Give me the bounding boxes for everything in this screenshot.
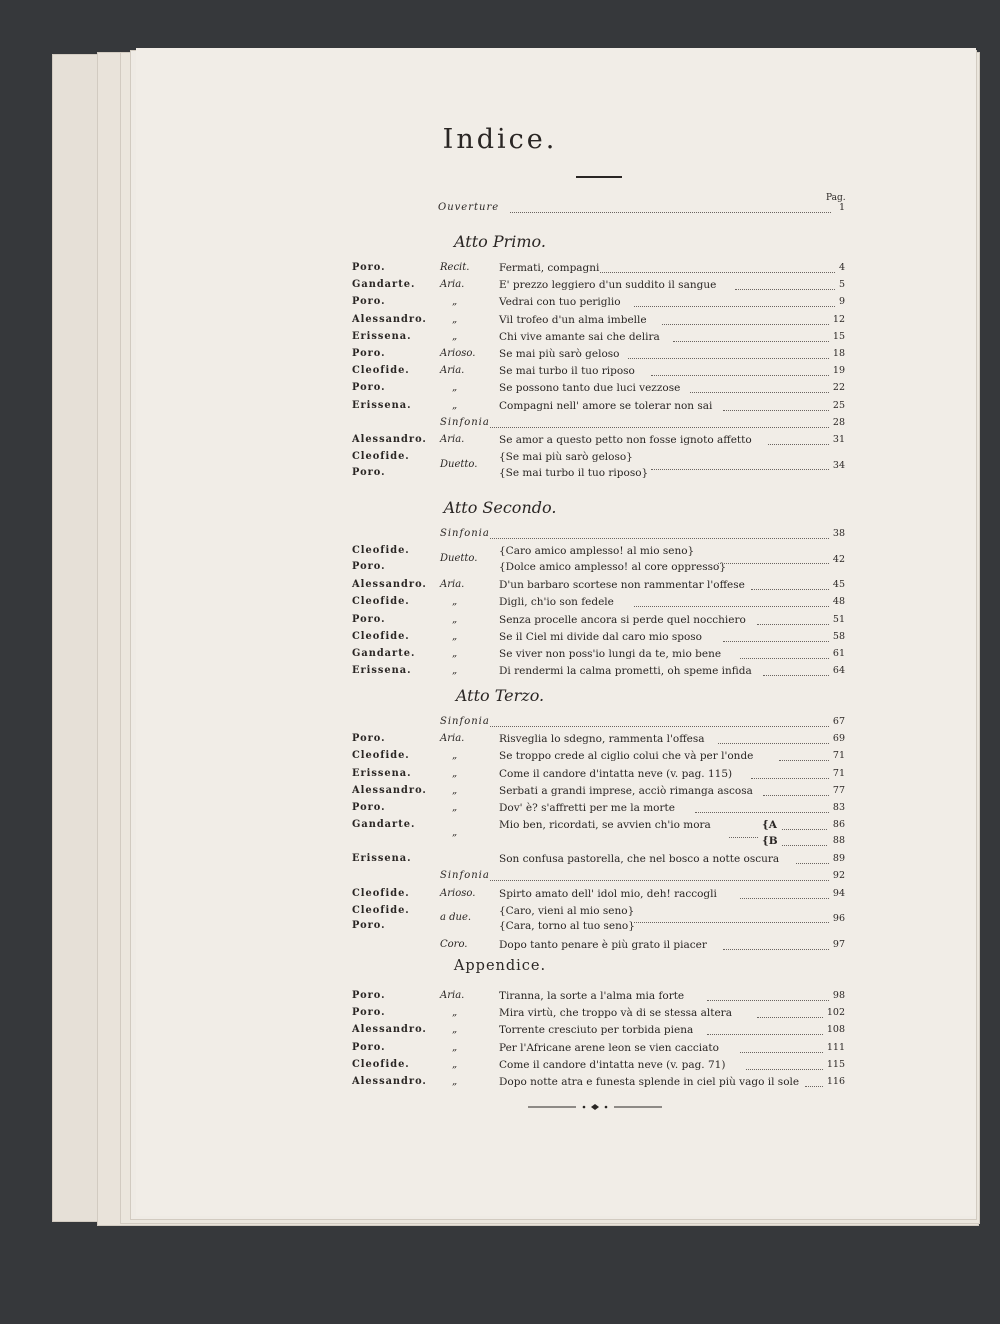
piece-title: Come il candore d'intatta neve (v. pag. 115) bbox=[499, 767, 733, 780]
piece-title: D'un barbaro scortese non rammentar l'offese bbox=[499, 579, 745, 592]
piece-title: Chi vive amante sai che delira bbox=[499, 330, 660, 343]
toc-entry bbox=[0, 365, 845, 382]
title-rule bbox=[576, 176, 622, 178]
character-name: Cleofide. bbox=[352, 1058, 410, 1070]
musical-form: „ bbox=[452, 826, 458, 838]
leader-dots bbox=[490, 880, 829, 881]
page-number: 45 bbox=[832, 579, 845, 591]
piece-title: Dov' è? s'affretti per me la morte bbox=[499, 802, 675, 814]
musical-form: „ bbox=[452, 382, 458, 394]
page-number: 25 bbox=[832, 399, 845, 411]
leader-dots bbox=[729, 837, 758, 838]
piece-title: Se troppo crede al ciglio colui che và per l'onde bbox=[499, 750, 754, 763]
character-name: Poro. bbox=[352, 613, 386, 625]
piece-title: Se possono tanto due luci vezzose bbox=[499, 382, 681, 395]
piece-title: Se amor a questo petto non fosse ignoto affetto bbox=[499, 434, 752, 446]
musical-form: Arioso. bbox=[440, 887, 476, 899]
page-number: 89 bbox=[832, 853, 845, 865]
leader-dots bbox=[763, 675, 829, 676]
leader-dots bbox=[763, 795, 829, 796]
toc-entry bbox=[0, 382, 845, 399]
page-number: 64 bbox=[832, 665, 845, 677]
toc-entry bbox=[0, 785, 845, 802]
leader-dots bbox=[723, 641, 829, 642]
musical-form: „ bbox=[452, 1024, 458, 1036]
piece-title: Risveglia lo sdegno, rammenta l'offesa bbox=[499, 733, 705, 746]
character-name: Erissena. bbox=[352, 665, 412, 677]
page-number: 58 bbox=[832, 630, 845, 642]
toc-entry bbox=[0, 853, 845, 870]
page-number: 61 bbox=[832, 648, 845, 659]
character-name: Poro. bbox=[352, 1007, 386, 1019]
page-number: 116 bbox=[826, 1076, 845, 1087]
leader-dots bbox=[634, 922, 829, 923]
character-name: Alessandro. bbox=[352, 313, 427, 325]
overture-label: Ouverture bbox=[438, 202, 500, 213]
musical-form: „ bbox=[452, 330, 458, 342]
musical-form: Aria. bbox=[440, 579, 465, 591]
toc-entry bbox=[0, 990, 845, 1007]
musical-form: Sinfonia bbox=[440, 528, 490, 539]
piece-title: Se il Ciel mi divide dal caro mio sposo bbox=[499, 630, 703, 643]
page-number: 97 bbox=[832, 938, 845, 950]
page-number: 92 bbox=[832, 870, 845, 882]
page-number: 108 bbox=[826, 1024, 845, 1036]
leader-dots bbox=[490, 427, 829, 428]
musical-form: „ bbox=[452, 613, 458, 625]
toc-entry bbox=[0, 1007, 845, 1024]
piece-title: Se viver non poss'io lungi da te, mio bene bbox=[499, 648, 722, 660]
leader-dots bbox=[634, 606, 829, 607]
character-name: Poro. bbox=[352, 733, 386, 745]
leader-dots bbox=[782, 829, 827, 830]
page-number: 28 bbox=[832, 416, 845, 428]
musical-form: „ bbox=[452, 750, 458, 762]
page-number: 115 bbox=[826, 1058, 845, 1070]
page-number: 19 bbox=[832, 365, 845, 377]
page-number: 15 bbox=[832, 330, 845, 342]
page-number: 102 bbox=[826, 1007, 845, 1019]
toc-entry bbox=[0, 296, 845, 313]
character-name: Poro. bbox=[352, 920, 386, 932]
toc-entry bbox=[0, 819, 845, 850]
page-column-label: Pag. bbox=[826, 193, 846, 203]
musical-form: Aria. bbox=[440, 434, 465, 445]
character-name: Cleofide. bbox=[352, 887, 410, 899]
toc-entry bbox=[0, 417, 845, 434]
leader-dots bbox=[651, 469, 829, 470]
character-name: Gandarte. bbox=[352, 819, 416, 831]
page-number: 18 bbox=[832, 348, 845, 359]
piece-title: {Dolce amico amplesso! al core oppresso} bbox=[499, 560, 726, 573]
page-number: 94 bbox=[832, 887, 845, 899]
musical-form: Arioso. bbox=[440, 348, 476, 359]
piece-title: Compagni nell' amore se tolerar non sai bbox=[499, 399, 713, 412]
piece-title: Se mai più sarò geloso bbox=[499, 348, 620, 360]
character-name: Alessandro. bbox=[352, 434, 427, 445]
character-name: Erissena. bbox=[352, 330, 412, 342]
piece-title: Son confusa pastorella, che nel bosco a notte oscura bbox=[499, 853, 780, 866]
piece-title: Vedrai con tuo periglio bbox=[499, 296, 621, 309]
version-label: {B bbox=[762, 834, 778, 847]
musical-form: „ bbox=[452, 1007, 458, 1019]
page-number: 98 bbox=[832, 990, 845, 1001]
character-name: Erissena. bbox=[352, 399, 412, 411]
toc-entry bbox=[0, 348, 845, 365]
toc-entry bbox=[0, 262, 845, 279]
toc-entry bbox=[0, 939, 845, 956]
leader-dots bbox=[662, 324, 829, 325]
piece-title: Fermati, compagni bbox=[499, 262, 600, 274]
character-name: Poro. bbox=[352, 990, 386, 1001]
toc-entry bbox=[0, 545, 845, 576]
page-number: 69 bbox=[832, 733, 845, 745]
musical-form: Aria. bbox=[440, 365, 465, 377]
piece-title: {Cara, torno al tuo seno} bbox=[499, 920, 635, 933]
character-name: Poro. bbox=[352, 348, 386, 359]
toc-entry bbox=[0, 400, 845, 417]
toc-entry bbox=[0, 733, 845, 750]
leader-dots bbox=[490, 726, 829, 727]
character-name: Alessandro. bbox=[352, 784, 427, 796]
character-name: Cleofide. bbox=[352, 750, 410, 762]
page-number: 111 bbox=[826, 1041, 845, 1053]
leader-dots bbox=[740, 898, 829, 899]
character-name: Gandarte. bbox=[352, 648, 416, 659]
leader-dots bbox=[751, 778, 829, 779]
section-heading: Atto Terzo. bbox=[455, 686, 545, 705]
musical-form: „ bbox=[452, 802, 458, 813]
musical-form: „ bbox=[452, 399, 458, 411]
character-name: Alessandro. bbox=[352, 1076, 427, 1087]
piece-title: Spirto amato dell' idol mio, deh! raccogli bbox=[499, 887, 717, 900]
page-number: 48 bbox=[832, 596, 845, 608]
overture-row bbox=[0, 202, 845, 219]
toc-entry bbox=[0, 451, 845, 482]
leader-dots bbox=[735, 289, 835, 290]
piece-title: Digli, ch'io son fedele bbox=[499, 596, 614, 609]
leader-dots bbox=[695, 812, 829, 813]
section-heading: Atto Secondo. bbox=[443, 498, 557, 517]
character-name: Gandarte. bbox=[352, 279, 416, 291]
musical-form: a due. bbox=[440, 912, 472, 924]
page-number: 22 bbox=[832, 382, 845, 394]
musical-form: „ bbox=[452, 630, 458, 642]
toc-entry bbox=[0, 1076, 845, 1093]
leader-dots bbox=[746, 1069, 823, 1070]
leader-dots bbox=[768, 444, 829, 445]
musical-form: Sinfonia bbox=[440, 870, 490, 882]
leader-dots bbox=[651, 375, 829, 376]
page-number: 96 bbox=[832, 913, 845, 925]
musical-form: Duetto. bbox=[440, 552, 478, 564]
piece-title: Dopo notte atra e funesta splende in ciel più vago il sole bbox=[499, 1076, 800, 1088]
piece-title: Se mai turbo il tuo riposo bbox=[499, 365, 635, 378]
musical-form: „ bbox=[452, 296, 458, 308]
musical-form: Coro. bbox=[440, 938, 468, 950]
musical-form: „ bbox=[452, 596, 458, 608]
character-name: Cleofide. bbox=[352, 451, 410, 463]
leader-dots bbox=[600, 272, 835, 273]
page-number: 4 bbox=[838, 262, 845, 273]
page-number: 9 bbox=[838, 296, 845, 308]
piece-title: Dopo tanto penare è più grato il piacer bbox=[499, 938, 707, 951]
page-number: 83 bbox=[832, 802, 845, 813]
piece-title: Di rendermi la calma prometti, oh speme infida bbox=[499, 665, 752, 678]
toc-entry bbox=[0, 648, 845, 665]
end-ornament bbox=[528, 1104, 662, 1110]
leader-dots bbox=[707, 1034, 823, 1035]
character-name: Poro. bbox=[352, 560, 386, 572]
musical-form: Duetto. bbox=[440, 458, 478, 470]
toc-entry bbox=[0, 750, 845, 767]
leader-dots bbox=[723, 410, 829, 411]
musical-form: „ bbox=[452, 1058, 458, 1070]
character-name: Poro. bbox=[352, 466, 386, 478]
toc-entry bbox=[0, 1024, 845, 1041]
leader-dots bbox=[718, 743, 829, 744]
page-number: 88 bbox=[832, 834, 845, 846]
piece-title: Serbati a grandi imprese, acciò rimanga ascosa bbox=[499, 784, 753, 797]
character-name: Poro. bbox=[352, 382, 386, 394]
page-number: 51 bbox=[832, 613, 845, 625]
piece-title: {Caro, vieni al mio seno} bbox=[499, 904, 635, 917]
leader-dots bbox=[510, 212, 831, 213]
page-number: 42 bbox=[832, 553, 845, 565]
toc-entry bbox=[0, 434, 845, 451]
section-heading: Appendice. bbox=[453, 958, 547, 974]
page-number: 34 bbox=[832, 459, 845, 471]
toc-entry bbox=[0, 631, 845, 648]
page-number: 12 bbox=[832, 313, 845, 325]
leader-dots bbox=[690, 392, 829, 393]
character-name: Alessandro. bbox=[352, 1024, 427, 1036]
character-name: Erissena. bbox=[352, 853, 412, 865]
leader-dots bbox=[779, 760, 829, 761]
toc-entry bbox=[0, 279, 845, 296]
musical-form: „ bbox=[452, 784, 458, 796]
piece-title: Per l'Africane arene leon se vien cacciato bbox=[499, 1041, 719, 1054]
section-heading: Atto Primo. bbox=[454, 232, 546, 251]
toc-entry bbox=[0, 1042, 845, 1059]
musical-form: „ bbox=[452, 648, 458, 659]
character-name: Cleofide. bbox=[352, 596, 410, 608]
musical-form: Sinfonia bbox=[440, 716, 490, 727]
toc-entry bbox=[0, 716, 845, 733]
leader-dots bbox=[673, 341, 829, 342]
toc-entry bbox=[0, 888, 845, 905]
character-name: Alessandro. bbox=[352, 579, 427, 591]
leader-dots bbox=[757, 1017, 823, 1018]
toc-entry bbox=[0, 314, 845, 331]
leader-dots bbox=[751, 589, 829, 590]
piece-title: E' prezzo leggiero d'un suddito il sangue bbox=[499, 279, 717, 292]
page-number: 1 bbox=[838, 202, 845, 213]
toc-entry bbox=[0, 905, 845, 936]
toc-entry bbox=[0, 1059, 845, 1076]
toc-entry bbox=[0, 768, 845, 785]
character-name: Cleofide. bbox=[352, 630, 410, 642]
page-number: 5 bbox=[838, 279, 845, 291]
piece-title: {Se mai più sarò geloso} bbox=[499, 451, 633, 464]
piece-title: Mio ben, ricordati, se avvien ch'io mora bbox=[499, 819, 711, 832]
character-name: Erissena. bbox=[352, 767, 412, 779]
version-label: {A bbox=[762, 819, 777, 832]
character-name: Poro. bbox=[352, 1041, 386, 1053]
leader-dots bbox=[740, 658, 829, 659]
toc-entry bbox=[0, 596, 845, 613]
leader-dots bbox=[740, 1052, 823, 1053]
page-title: Indice. bbox=[442, 124, 558, 155]
page-number: 67 bbox=[832, 716, 845, 727]
toc-entry bbox=[0, 579, 845, 596]
character-name: Cleofide. bbox=[352, 365, 410, 377]
piece-title: Senza procelle ancora si perde quel nocchiero bbox=[499, 613, 746, 626]
leader-dots bbox=[782, 845, 827, 846]
toc-entry bbox=[0, 665, 845, 682]
character-name: Poro. bbox=[352, 296, 386, 308]
musical-form: Aria. bbox=[440, 990, 465, 1001]
musical-form: „ bbox=[452, 313, 458, 325]
page-number: 71 bbox=[832, 767, 845, 779]
piece-title: Come il candore d'intatta neve (v. pag. 71) bbox=[499, 1058, 726, 1071]
page-number: 77 bbox=[832, 784, 845, 796]
page-number: 71 bbox=[832, 750, 845, 762]
page-number: 31 bbox=[832, 434, 845, 445]
leader-dots bbox=[757, 624, 829, 625]
character-name: Poro. bbox=[352, 262, 386, 273]
musical-form: Sinfonia bbox=[440, 416, 490, 428]
musical-form: „ bbox=[452, 1076, 458, 1087]
piece-title: Vil trofeo d'un alma imbelle bbox=[499, 313, 647, 326]
musical-form: „ bbox=[452, 1041, 458, 1053]
leader-dots bbox=[707, 1000, 829, 1001]
toc-entry bbox=[0, 802, 845, 819]
musical-form: „ bbox=[452, 767, 458, 779]
leader-dots bbox=[628, 358, 829, 359]
piece-title: {Caro amico amplesso! al mio seno} bbox=[499, 545, 695, 558]
page-number: 86 bbox=[832, 819, 845, 831]
toc-entry bbox=[0, 870, 845, 887]
piece-title: {Se mai turbo il tuo riposo} bbox=[499, 466, 649, 479]
toc-entry bbox=[0, 614, 845, 631]
page-number: 38 bbox=[832, 528, 845, 539]
musical-form: Recit. bbox=[440, 262, 470, 273]
character-name: Cleofide. bbox=[352, 545, 410, 557]
musical-form: Aria. bbox=[440, 733, 465, 745]
leader-dots bbox=[796, 863, 829, 864]
musical-form: Aria. bbox=[440, 279, 465, 291]
piece-title: Torrente cresciuto per torbida piena bbox=[499, 1024, 694, 1037]
toc-entry bbox=[0, 528, 845, 545]
toc-entry bbox=[0, 331, 845, 348]
character-name: Cleofide. bbox=[352, 904, 410, 916]
character-name: Poro. bbox=[352, 802, 386, 813]
leader-dots bbox=[723, 949, 829, 950]
musical-form: „ bbox=[452, 665, 458, 677]
leader-dots bbox=[634, 306, 835, 307]
piece-title: Tiranna, la sorte a l'alma mia forte bbox=[499, 990, 685, 1002]
piece-title: Mira virtù, che troppo và di se stessa altera bbox=[499, 1007, 732, 1020]
leader-dots bbox=[490, 538, 829, 539]
leader-dots bbox=[805, 1086, 823, 1087]
leader-dots bbox=[718, 563, 829, 564]
